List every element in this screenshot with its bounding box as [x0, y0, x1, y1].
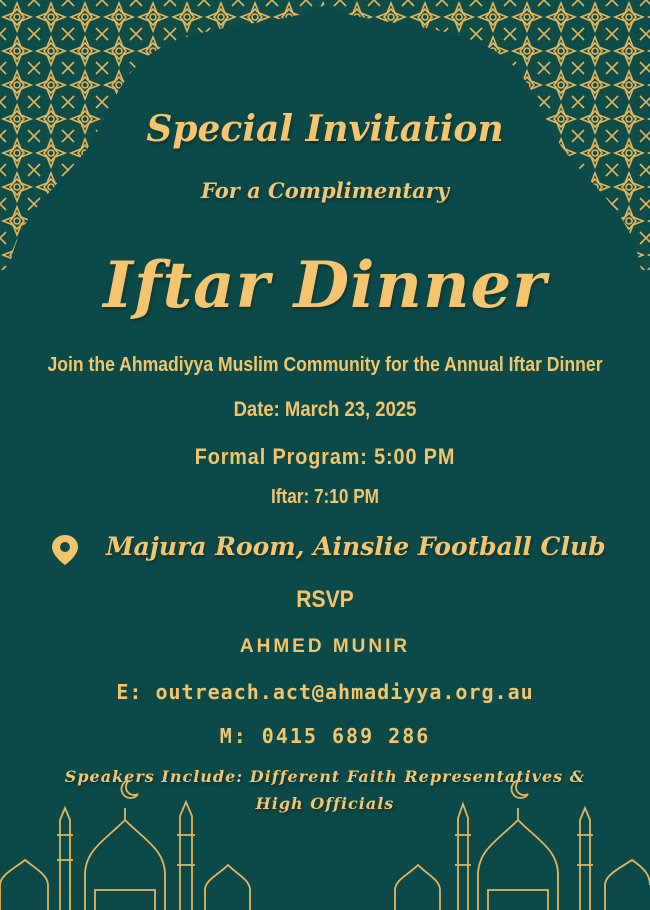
location-pin-icon: [50, 534, 80, 566]
event-date: Date: March 23, 2025: [233, 398, 417, 421]
venue-name: Majura Room, Ainslie Football Club: [106, 532, 606, 561]
formal-program-time: Formal Program: 5:00 PM: [194, 444, 456, 469]
invitation-subtitle: For a Complimentary: [200, 178, 450, 203]
crescent-moon-icon: [122, 780, 138, 798]
invitation-title: Special Invitation: [146, 108, 504, 150]
iftar-time: Iftar: 7:10 PM: [270, 486, 380, 508]
rsvp-heading: RSVP: [296, 586, 354, 613]
speakers-line-1: Speakers Include: Different Faith Representatives &: [64, 767, 586, 786]
venue-row: [50, 530, 610, 570]
crescent-moon-icon-right: [512, 780, 528, 798]
speakers-line-2: High Officials: [255, 794, 395, 813]
contact-phone: M: 0415 689 286: [219, 724, 431, 748]
contact-name: AHMED MUNIR: [239, 636, 411, 657]
event-headline: Iftar Dinner: [103, 248, 547, 323]
event-description: Join the Ahmadiyya Muslim Community for the Annual Iftar Dinner: [47, 354, 603, 376]
contact-email: E: outreach.act@ahmadiyya.org.au: [116, 680, 534, 704]
mosque-silhouette-art: [0, 780, 650, 910]
